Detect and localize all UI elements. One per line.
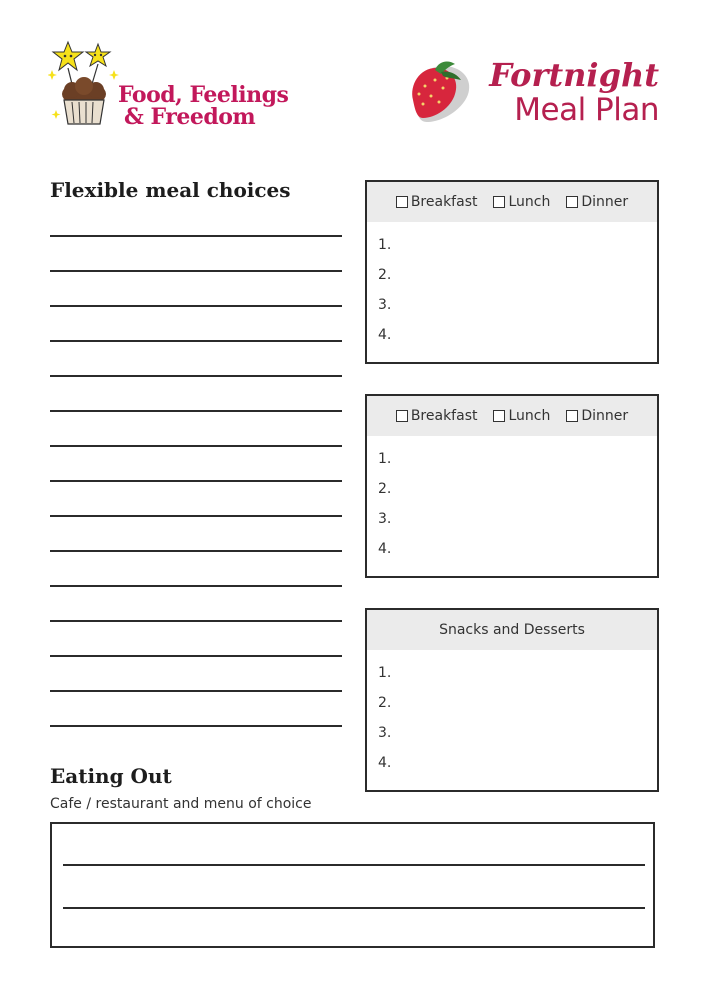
write-line[interactable] — [50, 585, 342, 587]
option-label: Breakfast — [410, 408, 478, 424]
eating-out-heading: Eating Out — [50, 764, 172, 788]
checkbox-icon[interactable] — [566, 410, 578, 422]
list-item: 3. — [378, 511, 392, 527]
write-line[interactable] — [50, 515, 342, 517]
logo-text-line1: Food, Feelings — [118, 82, 289, 108]
option-label: Lunch — [508, 194, 551, 210]
checkbox-icon[interactable] — [566, 196, 578, 208]
option-label: Lunch — [508, 408, 551, 424]
checkbox-icon[interactable] — [396, 410, 408, 422]
list-item: 4. — [378, 755, 392, 771]
write-line[interactable] — [50, 235, 342, 237]
flexible-heading: Flexible meal choices — [50, 178, 291, 202]
checkbox-icon[interactable] — [396, 196, 408, 208]
option-lunch[interactable] — [493, 408, 550, 424]
option-label: Dinner — [581, 194, 629, 210]
option-label: Breakfast — [410, 194, 478, 210]
write-line[interactable] — [50, 690, 342, 692]
write-line[interactable] — [50, 550, 342, 552]
checkbox-icon[interactable] — [493, 410, 505, 422]
brand-logo — [48, 40, 289, 130]
option-lunch[interactable] — [493, 194, 550, 210]
snacks-header: Snacks and Desserts — [367, 610, 657, 650]
list-item: 3. — [378, 297, 392, 313]
list-item: 2. — [378, 481, 392, 497]
list-item: 3. — [378, 725, 392, 741]
list-item: 4. — [378, 541, 392, 557]
checkbox-icon[interactable] — [493, 196, 505, 208]
list-item: 2. — [378, 695, 392, 711]
write-line[interactable] — [50, 340, 342, 342]
write-line[interactable] — [50, 305, 342, 307]
strawberry-icon — [405, 56, 477, 128]
write-line[interactable] — [50, 620, 342, 622]
title-meal-plan: Meal Plan — [514, 92, 659, 128]
write-line[interactable] — [63, 907, 645, 909]
write-line[interactable] — [50, 410, 342, 412]
option-breakfast[interactable] — [396, 408, 478, 424]
list-item: 1. — [378, 451, 392, 467]
write-line[interactable] — [50, 655, 342, 657]
option-breakfast[interactable] — [396, 194, 478, 210]
write-line[interactable] — [63, 864, 645, 866]
eating-out-note: Cafe / restaurant and menu of choice — [50, 796, 312, 812]
muffin-stars-icon — [48, 40, 120, 130]
eating-out-box[interactable] — [50, 822, 655, 948]
list-item: 2. — [378, 267, 392, 283]
write-line[interactable] — [50, 445, 342, 447]
logo-text-line2: & Freedom — [124, 104, 256, 130]
write-line[interactable] — [50, 270, 342, 272]
option-label: Dinner — [581, 408, 629, 424]
list-item: 4. — [378, 327, 392, 343]
list-item: 1. — [378, 665, 392, 681]
snacks-box — [365, 608, 659, 792]
meal-box-1 — [365, 180, 659, 364]
write-line[interactable] — [50, 480, 342, 482]
page-title — [405, 56, 665, 128]
write-line[interactable] — [50, 725, 342, 727]
write-line[interactable] — [50, 375, 342, 377]
title-fortnight: Fortnight — [489, 56, 659, 94]
list-item: 1. — [378, 237, 392, 253]
meal-box-header — [367, 182, 657, 222]
meal-box-header — [367, 396, 657, 436]
meal-box-2 — [365, 394, 659, 578]
option-dinner[interactable] — [566, 194, 628, 210]
option-dinner[interactable] — [566, 408, 628, 424]
